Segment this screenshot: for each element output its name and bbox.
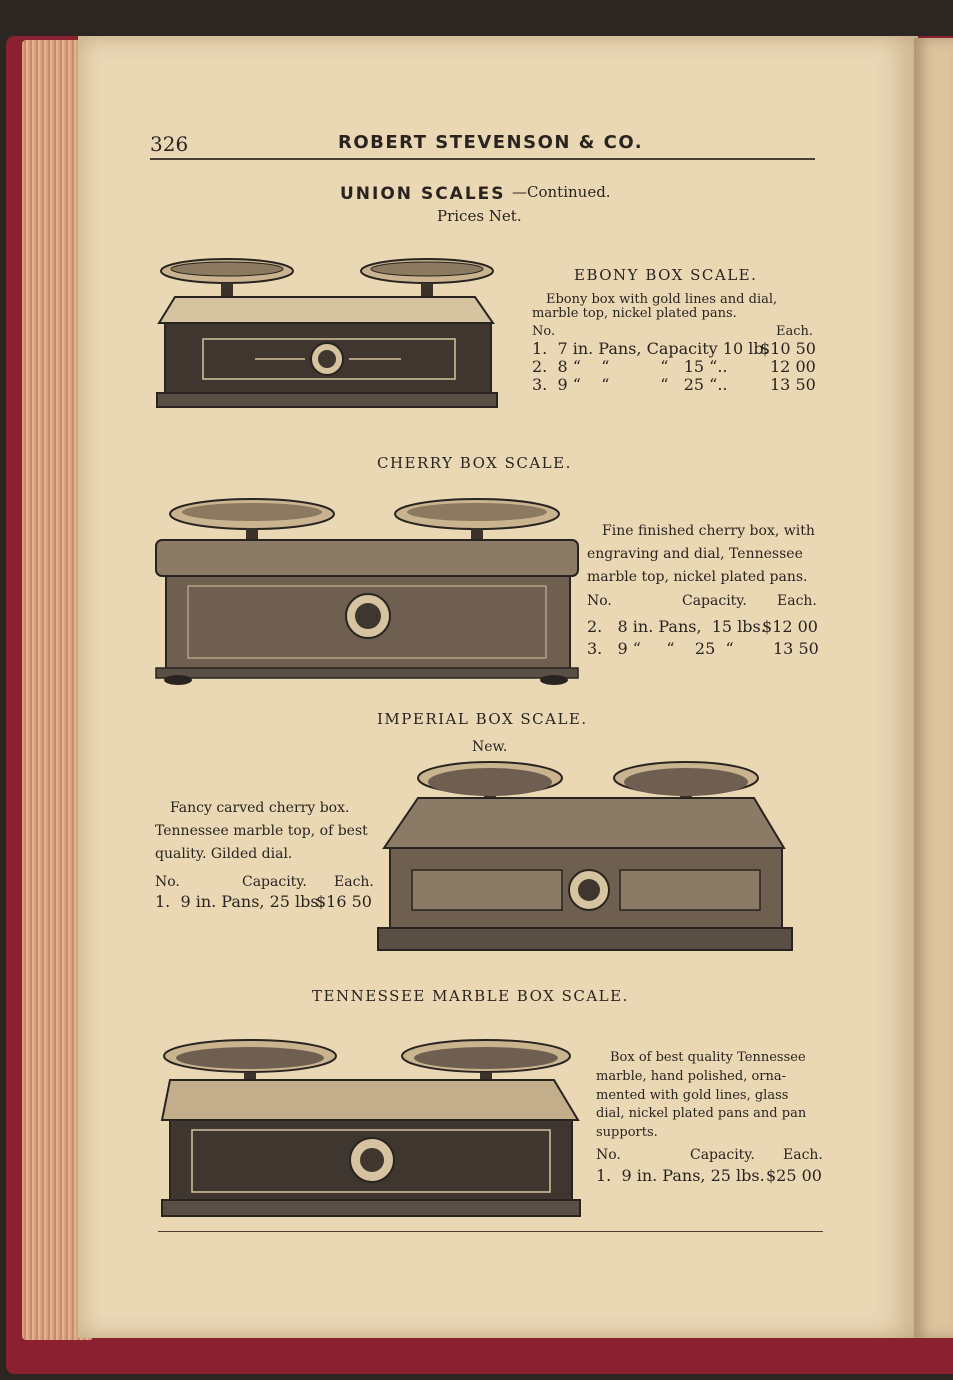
cherry-row-2-item: 3. 9 “ “ 25 “ bbox=[587, 639, 734, 658]
tennessee-title: TENNESSEE MARBLE BOX SCALE. bbox=[312, 987, 629, 1005]
tennessee-desc-4: dial, nickel plated pans and pan bbox=[596, 1106, 807, 1121]
tennessee-desc-5: supports. bbox=[596, 1125, 658, 1140]
cherry-desc-1: Fine finished cherry box, with bbox=[602, 523, 815, 539]
cherry-desc-3: marble top, nickel plated pans. bbox=[587, 569, 808, 585]
header-rule bbox=[150, 158, 815, 160]
cherry-desc-2: engraving and dial, Tennessee bbox=[587, 546, 803, 562]
ebony-scale-illustration bbox=[155, 255, 525, 415]
section-title: UNION SCALES bbox=[340, 184, 506, 204]
ebony-row-1-item: 1. 7 in. Pans, Capacity 10 lb. bbox=[532, 339, 769, 358]
ebony-title: EBONY BOX SCALE. bbox=[574, 266, 758, 284]
ebony-row-1-price: $10 50 bbox=[760, 339, 816, 358]
tennessee-col-each: Each. bbox=[783, 1147, 823, 1163]
imperial-col-no: No. bbox=[155, 874, 180, 890]
tennessee-row-price: $25 00 bbox=[766, 1166, 822, 1185]
cherry-col-capacity: Capacity. bbox=[682, 593, 747, 609]
ebony-row-2-price: 12 00 bbox=[770, 357, 816, 376]
cherry-row-1-item: 2. 8 in. Pans, 15 lbs. bbox=[587, 617, 766, 636]
tennessee-col-no: No. bbox=[596, 1147, 621, 1163]
cherry-scale-illustration bbox=[152, 494, 582, 686]
section-continued: —Continued. bbox=[512, 183, 611, 201]
tennessee-row-item: 1. 9 in. Pans, 25 lbs. bbox=[596, 1166, 765, 1185]
ebony-col-each: Each. bbox=[776, 324, 814, 339]
imperial-row-price: $16 50 bbox=[316, 892, 372, 911]
imperial-title: IMPERIAL BOX SCALE. bbox=[377, 710, 588, 728]
tennessee-desc-3: mented with gold lines, glass bbox=[596, 1088, 789, 1103]
ebony-desc-1: Ebony box with gold lines and dial, bbox=[546, 292, 778, 307]
imperial-scale-illustration bbox=[376, 758, 794, 956]
facing-page-edge bbox=[914, 38, 953, 1338]
page-number: 326 bbox=[150, 132, 189, 156]
cherry-row-2-price: 13 50 bbox=[773, 639, 819, 658]
imperial-col-capacity: Capacity. bbox=[242, 874, 307, 890]
prices-note: Prices Net. bbox=[437, 207, 522, 225]
imperial-desc-3: quality. Gilded dial. bbox=[155, 846, 293, 862]
ebony-row-3-item: 3. 9 “ “ “ 25 “.. bbox=[532, 375, 728, 394]
cherry-col-no: No. bbox=[587, 593, 612, 609]
imperial-subtitle: New. bbox=[472, 739, 508, 755]
cherry-row-1-price: $12 00 bbox=[762, 617, 818, 636]
tennessee-desc-2: marble, hand polished, orna- bbox=[596, 1069, 787, 1084]
imperial-desc-2: Tennessee marble top, of best bbox=[155, 823, 368, 839]
tennessee-col-capacity: Capacity. bbox=[690, 1147, 755, 1163]
footer-rule bbox=[158, 1231, 823, 1232]
imperial-col-each: Each. bbox=[334, 874, 374, 890]
imperial-desc-1: Fancy carved cherry box. bbox=[170, 800, 350, 816]
tennessee-scale-illustration bbox=[158, 1036, 582, 1220]
imperial-row-item: 1. 9 in. Pans, 25 lbs. bbox=[155, 892, 324, 911]
tennessee-desc-1: Box of best quality Tennessee bbox=[610, 1050, 806, 1065]
ebony-row-3-price: 13 50 bbox=[770, 375, 816, 394]
ebony-desc-2: marble top, nickel plated pans. bbox=[532, 306, 737, 321]
ebony-col-no: No. bbox=[532, 324, 556, 339]
cherry-col-each: Each. bbox=[777, 593, 817, 609]
running-head: ROBERT STEVENSON & CO. bbox=[338, 132, 644, 153]
ebony-row-2-item: 2. 8 “ “ “ 15 “.. bbox=[532, 357, 728, 376]
cherry-title: CHERRY BOX SCALE. bbox=[377, 454, 572, 472]
